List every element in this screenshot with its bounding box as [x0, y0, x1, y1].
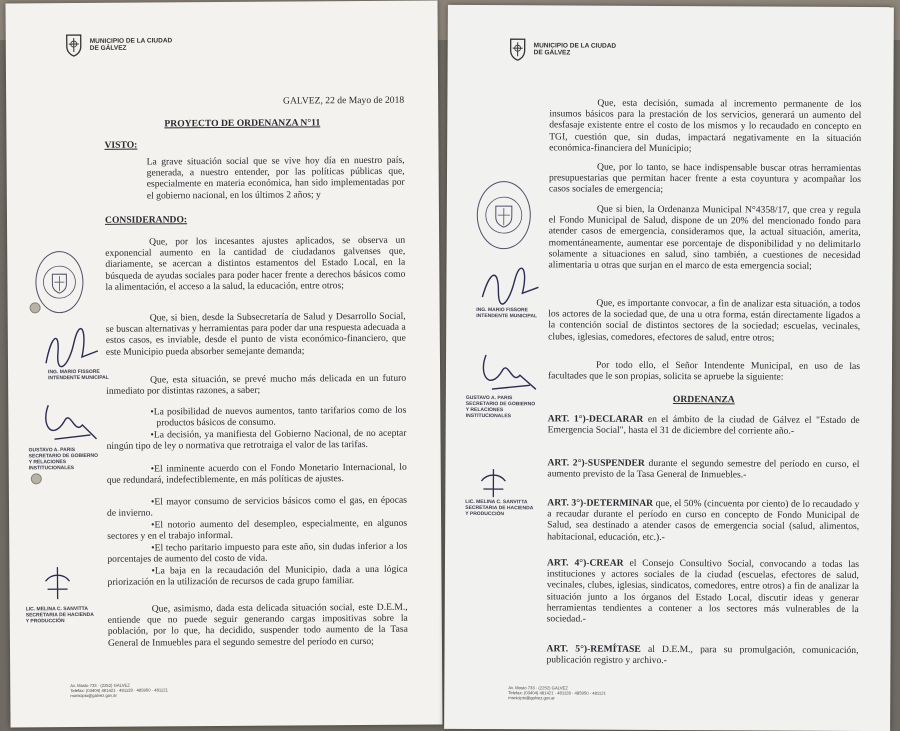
municipality-name	[534, 42, 617, 57]
municipal-seal-stamp	[35, 251, 83, 313]
article-3	[547, 497, 859, 543]
municipal-crest-icon	[64, 33, 84, 57]
signature-name: GUSTAVO A. PARIS	[465, 394, 513, 402]
footer-phone: Telefax: (03404) 481421 · 481128 · 485950 · 481121	[508, 690, 606, 696]
considerando-paragraph-9: Por todo ello, el Señor Intendente Municipal, en uso de las facultades que le son propias, solicita se apruebe la siguiente:	[547, 359, 861, 383]
article-heading: ART. 3°)-DETERMINAR	[547, 497, 654, 509]
bullet-item: •El notorio aumento del desempleo, especialmente, en algunos sectores y en el trabajo informal.	[107, 517, 408, 543]
punch-hole	[31, 473, 42, 484]
signature-role: Y RELACIONES	[465, 406, 504, 414]
article-body: que, el 50% (cincuenta por ciento) de lo recaudado y a recaudar durante el período en curso en concepto de Fondo Municipal de Salud, sea destinado a atender casos de emergencia social (salud, alimentos, habitacional, educación, etc.).-	[547, 497, 860, 543]
footer-address: Av. Mosto 733 · (2252) GALVEZ	[508, 685, 568, 691]
considerando-paragraph-4: Que, asimismo, dada esta delicada situación social, este D.E.M., entiende que no puede seguir generando cargas impositivas sobre la población, por lo que, ha decidido, suspender todo aumento de la Tasa General de Inmuebles para el segundo semestre del período en curso;	[107, 601, 408, 649]
municipality-line-2: DE GÁLVEZ	[533, 49, 571, 57]
seal-emblem-icon	[36, 252, 82, 312]
signature-role: Y RELACIONES	[28, 459, 67, 466]
considerando-paragraph-5: Que, esta decisión, sumada al incremento permanente de los insumos básicos para la prestación de los servicios, generará un aumento del desfasaje existente entre el costo de los mismos y lo recaudado en concepto en TGI, cuestión que, sin dudas, impactará negativamente en la situación económica-financiera del Municipio;	[549, 97, 862, 154]
signature-name: LIC. MELINA C. SANVITTA	[465, 498, 528, 506]
signature-caption	[29, 447, 99, 471]
visto-heading: VISTO:	[104, 139, 138, 151]
article-body: el Consejo Consultivo Social, convocando a todas las instituciones y actores sociales de la ciudad (escuelas, efectores de salud, vecinales, clubes, iglesias, sindicatos, comedores, entre otros) a fin de analizar la situación junto a los órganos del Estado Local, discutir ideas y generar herramientas tendientes a contener a los sectores más vulnerables de la sociedad.-	[546, 557, 860, 625]
handwritten-signature-icon	[38, 323, 108, 376]
document-page-right	[444, 5, 894, 731]
signature-caption	[465, 499, 533, 517]
municipality-line-2: DE GÁLVEZ	[89, 44, 127, 52]
footer-phone: Telefax: (03404) 481421 · 481128 · 485950 · 481121	[70, 687, 168, 694]
municipal-crest-icon	[508, 37, 528, 61]
article-heading: ART. 2°)-SUSPENDER	[547, 457, 645, 469]
handwritten-signature-icon	[476, 261, 546, 309]
bullet-item: •El inminente acuerdo con el Fondo Monetario Internacional, lo que redundará, indefectiblemente, en más políticas de ajustes.	[106, 461, 407, 487]
signature-role: SECRETARIO DE GOBIERNO	[28, 452, 99, 460]
signature-name: ING. MARIO FISSORE	[476, 306, 528, 314]
signature-name: GUSTAVO A. PARIS	[28, 447, 76, 454]
signature-caption	[26, 606, 94, 624]
letterhead	[508, 37, 617, 62]
signature-role: SECRETARIO DE GOBIERNO	[465, 400, 536, 408]
document-title: PROYECTO DE ORDENANZA N°11	[164, 117, 321, 130]
page-footer	[508, 685, 606, 701]
signature-name: LIC. MELINA C. SANVITTA	[25, 605, 88, 613]
signature-role: INSTITUCIONALES	[465, 412, 512, 420]
seal-emblem-icon	[478, 182, 530, 248]
article-body: al D.E.M., para su promulgación, comunicación, publicación registro y archivo.-	[546, 643, 859, 667]
footer-email: municipio@galvez.gov.ar	[70, 692, 117, 699]
footer-email: municipio@galvez.gov.ar	[508, 695, 555, 701]
considerando-paragraph-8: Que, es importante convocar, a fin de analizar esta situación, a todos los actores de la sociedad que, de una u otra forma, están directamente ligados a la contención social de distintos sectores de la sociedad; escuelas, vecinales, clubes, iglesias, comedores, efectores de salud, entre otros;	[548, 297, 861, 344]
article-heading: ART. 5°)-REMÍTASE	[546, 643, 641, 655]
considerando-paragraph-2: Que, si bien, desde la Subsecretaría de Salud y Desarrollo Social, se buscan alternativas y herramientas para poder dar una respuesta adecuada a estos casos, es inviable, desde el punto de vista económico-financiero, que este Municipio pueda absorber semejante demanda;	[105, 310, 406, 358]
signature-caption	[476, 307, 537, 319]
article-4	[547, 557, 859, 626]
considerando-paragraph-1: Que, por los incesantes ajustes aplicados, se observa un exponencial aumento en la cantidad de ciudadanos galvenses que, diariamente, se acercan a distintos estamentos del Estado Local, en la búsqueda de ayudas sociales para poder hacer frente a derechos básicos como la alimentación, el acceso a la salud, la educación, entre otros;	[105, 234, 406, 293]
bullet-item: •La baja en la recaudación del Municipio, dada a una lógica priorización en la utilización de recursos de cada grupo familiar.	[107, 563, 408, 589]
signature-caption	[466, 395, 535, 419]
handwritten-signature-icon	[34, 395, 104, 447]
article-body: durante el segundo semestre del período en curso, el aumento previsto de la Tasa General de Inmuebles.-	[547, 457, 860, 481]
handwritten-signature-icon	[37, 563, 77, 603]
bullet-item: •La posibilidad de nuevos aumentos, tanto tarifarios como de los productos básicos de consumo.	[150, 404, 407, 429]
document-date: GALVEZ, 22 de Mayo de 2018	[282, 94, 405, 107]
bullet-item: •La decisión, ya manifiesta del Gobierno Nacional, de no aceptar ningún tipo de ley o normativa que retrotraiga el valor de las tarifas.	[106, 427, 407, 453]
letterhead	[64, 32, 173, 57]
article-body: en el ámbito de la ciudad de Gálvez el "Estado de Emergencia Social", hasta el 31 de diciembre del corriente año.-	[547, 413, 860, 437]
considerando-heading: CONSIDERANDO:	[104, 214, 188, 226]
municipality-line-1: MUNICIPIO DE LA CIUDAD	[533, 41, 617, 50]
article-2	[547, 457, 859, 481]
signature-role: SECRETARIA DE HACIENDA	[465, 504, 534, 512]
signature-role: INTENDENTE MUNICIPAL	[476, 312, 538, 320]
article-heading: ART. 4°)-CREAR	[546, 557, 624, 569]
article-heading: ART. 1°)-DECLARAR	[547, 413, 644, 425]
footer-address: Av. Mosto 733 · (2252) GALVEZ	[70, 682, 130, 689]
signature-role: Y PRODUCCIÓN	[465, 510, 505, 518]
page-footer	[70, 682, 168, 698]
article-5	[546, 643, 858, 667]
signature-role: INTENDENTE MUNICIPAL	[48, 374, 109, 382]
bullet-item: •El techo paritario impuesto para este año, sin dudas inferior a los porcentajes de aumento del costo de vida.	[107, 540, 408, 566]
municipality-name	[90, 37, 173, 53]
considerando-paragraph-3: Que, esta situación, se prevé mucho más delicada en un futuro inmediato por distintas razones, a saber;	[106, 372, 407, 398]
municipal-seal-stamp	[477, 181, 531, 249]
signature-role: Y PRODUCCIÓN	[25, 618, 65, 625]
considerando-paragraph-6: Que, por lo tanto, se hace indispensable buscar otras herramientas presupuestarias que permitan hacer frente a esta coyuntura y acompañar los casos sociales de emergencia;	[548, 161, 862, 196]
visto-paragraph: La grave situación social que se vive hoy día en nuestro país, generada, a nuestro entender, por las políticas públicas que, especialmente en materia económica, han sido implementadas por el gobierno nacional, en los últimos 2 años; y	[146, 154, 405, 202]
signature-name: ING. MARIO FISSORE	[48, 368, 100, 376]
ordenanza-heading: ORDENANZA	[672, 394, 735, 406]
handwritten-signature-icon	[473, 465, 513, 501]
bullet-item: •El mayor consumo de servicios básicos como el gas, en épocas de invierno.	[107, 494, 407, 520]
document-page-left	[5, 1, 442, 728]
signature-caption	[48, 369, 109, 381]
handwritten-signature-icon	[472, 345, 544, 397]
signature-role: INSTITUCIONALES	[28, 465, 75, 472]
municipality-line-1: MUNICIPIO DE LA CIUDAD	[89, 36, 173, 45]
article-1	[548, 413, 860, 437]
considerando-paragraph-7: Que si bien, la Ordenanza Municipal N°4358/17, que crea y regula el Fondo Municipal de Salud, dispone de un 20% del mencionado fondo para atender casos de emergencia, consideramos que, la actual situación, amerita, momentáneamente, aumentar ese porcentaje de disponibilidad y no delimitarlo solamente a situaciones en salud, sino también, a cuestiones de necesidad alimentaria u otras que surjan en el marco de esta emergencia social;	[548, 203, 861, 272]
signature-role: SECRETARIA DE HACIENDA	[25, 611, 94, 619]
